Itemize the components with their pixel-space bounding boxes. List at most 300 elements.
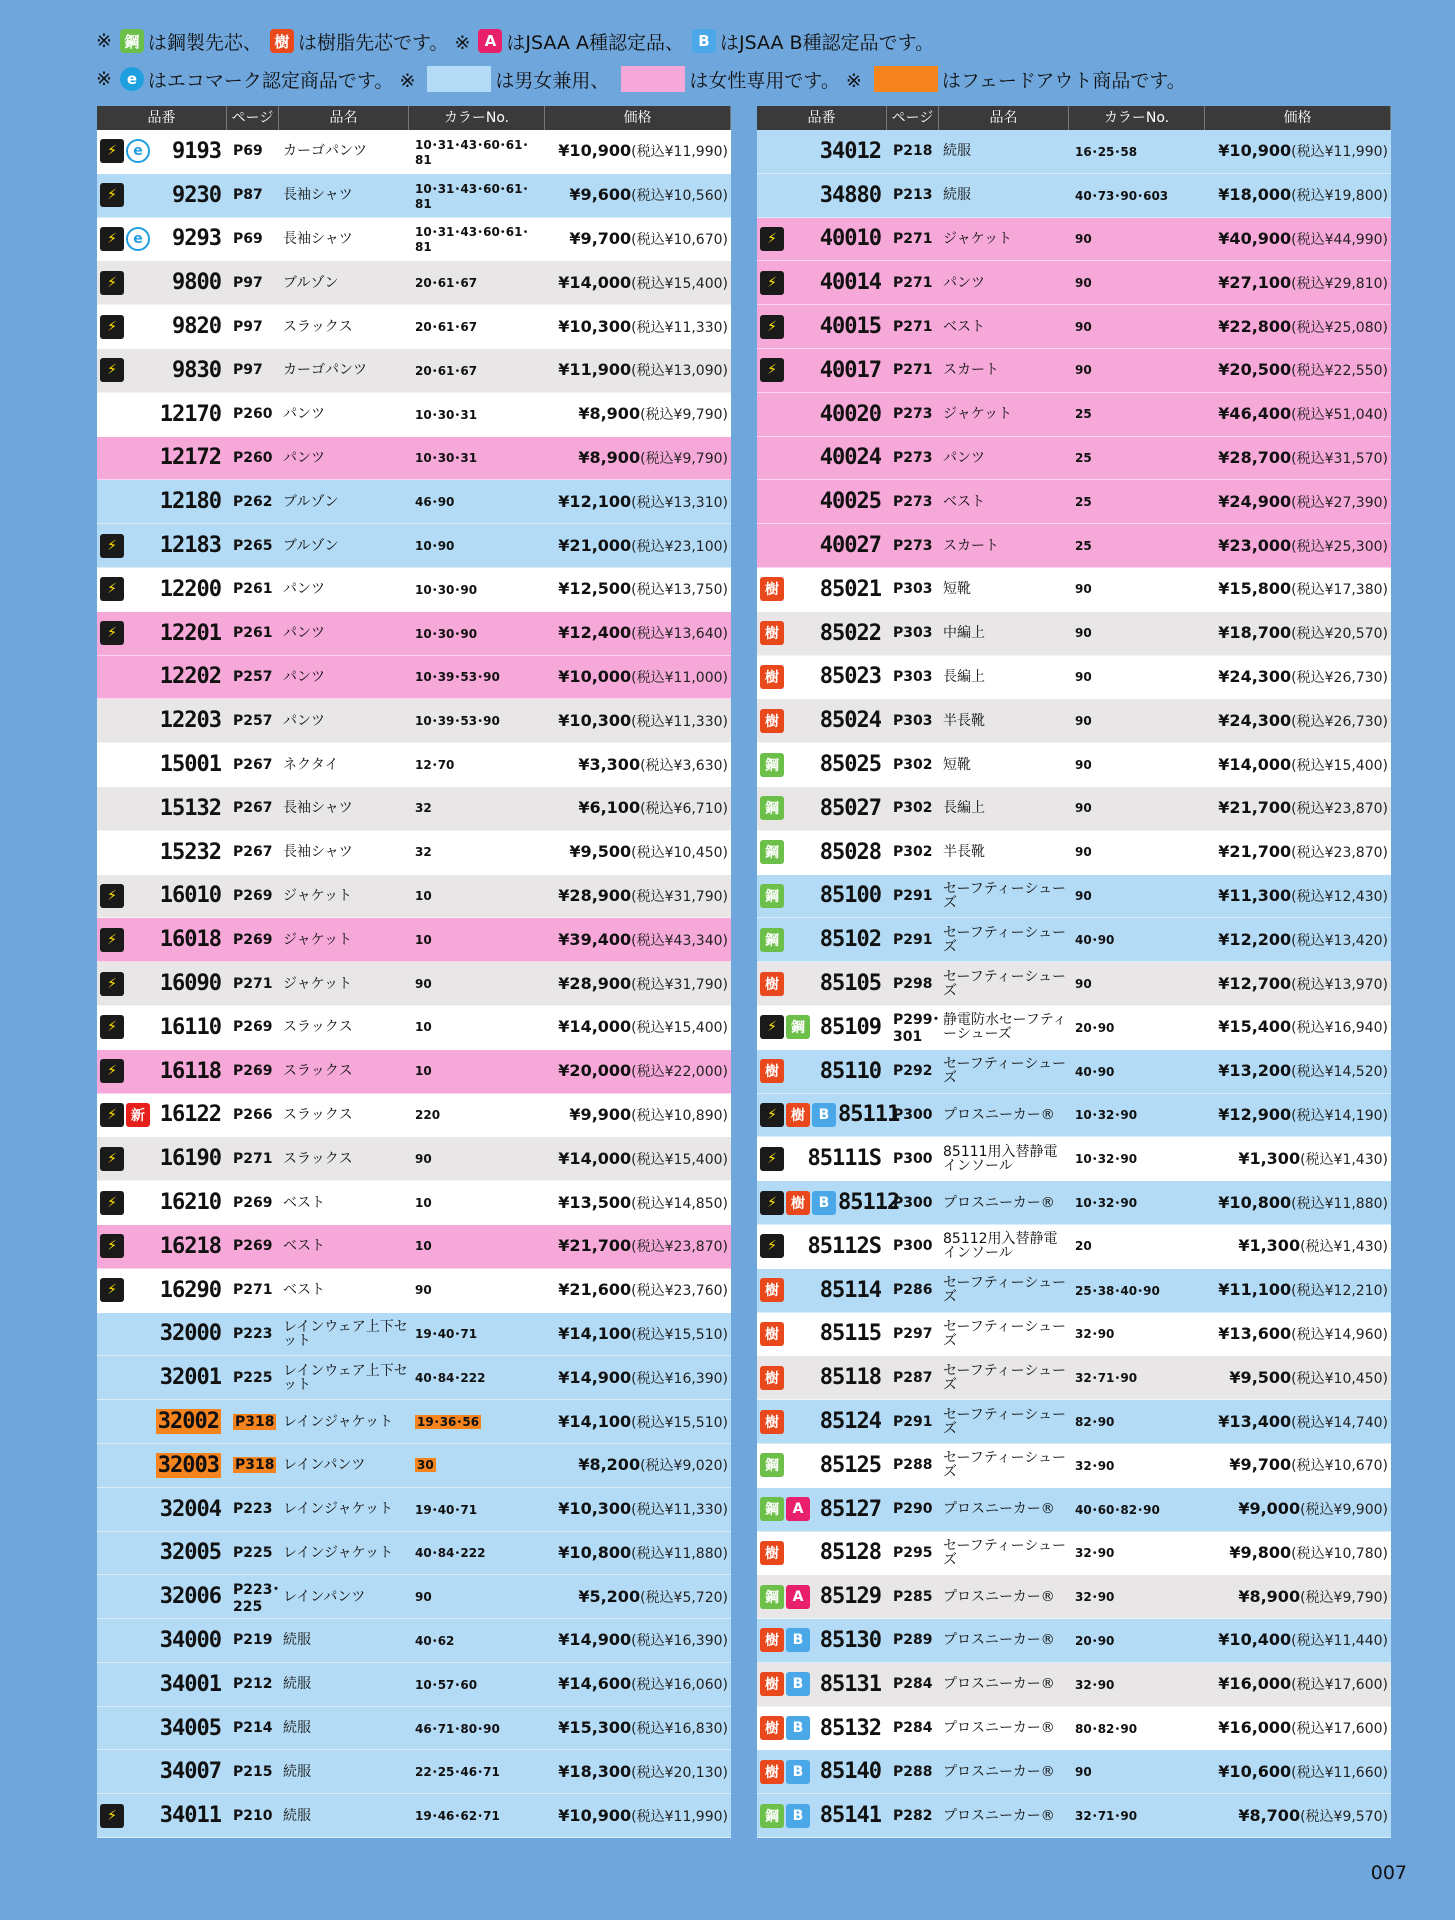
product-code-cell [757, 752, 887, 777]
product-code: 12201 [159, 620, 221, 646]
table-row [97, 656, 731, 700]
resin-icon: 樹 [760, 1672, 784, 1696]
price-value: ¥21,000 [558, 535, 632, 555]
product-code-cell [97, 1409, 227, 1434]
product-code: 40020 [819, 401, 881, 427]
product-name: カーゴパンツ [283, 143, 367, 160]
color-numbers: 82･90 [1075, 1415, 1115, 1429]
page-ref: P225 [233, 1369, 273, 1386]
price-value: ¥10,800 [1218, 1192, 1292, 1212]
table-row [97, 1313, 731, 1357]
table-row [97, 568, 731, 612]
page-ref: P273 [893, 493, 933, 510]
product-code-cell [757, 1409, 887, 1434]
static-icon: ⚡ [100, 227, 124, 251]
price-tax: (税込¥11,880) [1291, 1195, 1388, 1212]
price [545, 579, 731, 599]
color-numbers: 90 [415, 1283, 432, 1298]
product-code: 12202 [159, 664, 221, 690]
page-ref: P271 [893, 230, 933, 247]
color-numbers: 90 [1075, 275, 1092, 290]
product-code-cell [757, 139, 887, 164]
price-tax: (税込¥11,880) [631, 1545, 728, 1562]
table-row [757, 743, 1391, 787]
icon-group [100, 1059, 126, 1083]
color-numbers: 32 [415, 801, 432, 816]
page-ref: P269 [233, 931, 273, 948]
header-cell: カラーNo. [1069, 106, 1205, 130]
product-code-cell [757, 664, 887, 689]
static-icon: ⚡ [100, 621, 124, 645]
static-icon: ⚡ [100, 139, 124, 163]
product-name: ブルゾン [283, 274, 339, 291]
price-tax: (税込¥11,330) [631, 319, 728, 336]
price-value: ¥14,900 [558, 1367, 632, 1387]
table-row [757, 1094, 1391, 1138]
price-tax: (税込¥22,000) [631, 1064, 728, 1081]
price-tax: (税込¥16,390) [631, 1370, 728, 1387]
product-code-cell [757, 1015, 887, 1040]
table-row [97, 1356, 731, 1400]
color-numbers: 40･84･222 [415, 1371, 486, 1386]
color-numbers: 40･90 [1075, 933, 1115, 948]
table-row [97, 1094, 731, 1138]
product-code-cell [757, 796, 887, 821]
product-name: 続服 [283, 1632, 311, 1649]
product-code-cell [97, 971, 227, 996]
price [1205, 1543, 1391, 1563]
icon-group [100, 1147, 126, 1171]
product-code-cell [97, 533, 227, 558]
product-code: 85124 [819, 1409, 881, 1434]
icon-group [760, 1628, 812, 1652]
icon-group [760, 709, 786, 733]
price-value: ¥8,700 [1238, 1805, 1301, 1825]
product-code-cell [97, 1759, 227, 1784]
product-code-cell [97, 1584, 227, 1609]
page-ref: P284 [893, 1720, 933, 1737]
color-numbers: 25 [1075, 494, 1092, 509]
product-code: 34000 [159, 1627, 221, 1653]
icon-group [100, 271, 126, 295]
page-ref: P97 [233, 318, 263, 335]
product-code-cell [97, 664, 227, 689]
product-code-cell [757, 577, 887, 602]
price-value: ¥10,300 [558, 710, 632, 730]
color-numbers: 25 [1075, 407, 1092, 422]
price-tax: (税込¥14,740) [1291, 1414, 1388, 1431]
table-row [757, 1794, 1391, 1838]
product-code-cell [757, 226, 887, 251]
product-name: プロスニーカー® [943, 1106, 1055, 1123]
price-tax: (税込¥1,430) [1300, 1151, 1388, 1168]
price [1205, 1806, 1391, 1826]
color-numbers: 10･32･90 [1075, 1152, 1138, 1167]
table-row [757, 393, 1391, 437]
product-code: 85118 [819, 1365, 881, 1391]
table-row [97, 218, 731, 262]
price [545, 229, 731, 249]
price-tax: (税込¥5,720) [640, 1589, 728, 1606]
product-name: 85112用入替静電インソール [943, 1231, 1058, 1262]
price [545, 273, 731, 293]
table-row [97, 393, 731, 437]
price [545, 1105, 731, 1125]
price-value: ¥10,000 [558, 666, 632, 686]
price [1205, 141, 1391, 161]
product-code-cell [97, 708, 227, 733]
page-ref: P273 [893, 406, 933, 423]
color-numbers: 10 [415, 888, 432, 903]
price-tax: (税込¥16,830) [631, 1721, 728, 1738]
color-numbers: 10･32･90 [1075, 1196, 1138, 1211]
price-value: ¥9,800 [1229, 1542, 1292, 1562]
price [545, 798, 731, 818]
price-tax: (税込¥25,300) [1291, 538, 1388, 555]
icon-group [100, 315, 126, 339]
product-code: 32000 [159, 1321, 221, 1347]
icon-group [760, 315, 786, 339]
icon-group [100, 928, 126, 952]
table-header [97, 106, 731, 130]
static-icon: ⚡ [100, 1147, 124, 1171]
product-code-cell [757, 1234, 887, 1259]
product-code-cell [97, 1628, 227, 1653]
table-row [97, 1269, 731, 1313]
icon-group [100, 621, 126, 645]
product-name: レインパンツ [283, 1588, 366, 1605]
icon-group [100, 884, 126, 908]
color-numbers: 19･40･71 [415, 1502, 478, 1517]
fadeout-code: 32003 [157, 1452, 219, 1478]
product-code: 34011 [159, 1803, 221, 1829]
price-value: ¥18,000 [1218, 185, 1292, 205]
product-name: セーフティーシューズ [943, 1318, 1067, 1349]
product-table-left [97, 106, 731, 1838]
icon-group [760, 271, 786, 295]
color-numbers: 25 [1075, 538, 1092, 553]
page-ref: P303 [893, 581, 933, 598]
product-code: 40025 [819, 489, 881, 515]
price-tax: (税込¥51,040) [1291, 407, 1388, 424]
price-tax: (税込¥23,870) [1291, 845, 1388, 862]
product-name: 続服 [943, 187, 971, 204]
page-ref: P295 [893, 1544, 933, 1561]
product-name: ベスト [283, 1282, 325, 1299]
product-code: 9820 [172, 314, 221, 340]
product-name: パンツ [943, 449, 985, 466]
product-name: プロスニーカー® [943, 1588, 1055, 1605]
table-row [757, 130, 1391, 174]
page-ref: P266 [233, 1106, 273, 1123]
product-code: 85021 [819, 576, 881, 602]
product-code-cell [97, 577, 227, 602]
color-numbers: 90 [1075, 669, 1092, 684]
color-numbers: 20･90 [1075, 1020, 1115, 1035]
price-value: ¥27,100 [1218, 272, 1292, 292]
product-name: セーフティーシューズ [943, 1450, 1067, 1481]
page-ref: P299･301 [893, 1012, 940, 1046]
resin-icon: 樹 [760, 972, 784, 996]
color-numbers [409, 1413, 545, 1430]
legend-line-2 [96, 60, 1396, 98]
table-row [757, 1006, 1391, 1050]
product-code: 16110 [159, 1014, 221, 1040]
product-code: 12180 [159, 489, 221, 515]
product-code: 85027 [819, 795, 881, 821]
color-numbers: 90 [1075, 713, 1092, 728]
price [1205, 492, 1391, 512]
product-table-right [757, 106, 1391, 1838]
product-name: レインジャケット [283, 1413, 393, 1430]
table-row [757, 568, 1391, 612]
product-name: 長編上 [943, 668, 985, 685]
page-ref: P290 [893, 1501, 933, 1518]
icon-group [760, 928, 786, 952]
product-name: レインウェア上下セット [283, 1362, 408, 1393]
icon-group [760, 1760, 812, 1784]
header-cell: ページ [887, 106, 939, 130]
product-code-cell [97, 883, 227, 908]
icon-group [760, 972, 786, 996]
price-value: ¥9,500 [569, 842, 632, 862]
price-value: ¥24,300 [1218, 666, 1292, 686]
color-numbers: 32･90 [1075, 1677, 1115, 1692]
price-tax: (税込¥11,990) [631, 144, 728, 161]
product-name: パンツ [283, 406, 325, 423]
price [545, 1543, 731, 1563]
page-ref: P271 [233, 1150, 273, 1167]
price [1205, 579, 1391, 599]
icon-group [100, 972, 126, 996]
price-tax: (税込¥29,810) [1291, 275, 1388, 292]
table-row [757, 787, 1391, 831]
color-numbers: 32･90 [1075, 1590, 1115, 1605]
price-value: ¥21,600 [558, 1280, 632, 1300]
price [1205, 1587, 1391, 1607]
resin-icon: 樹 [760, 1059, 784, 1083]
product-code-cell [97, 1321, 227, 1346]
product-code-cell [757, 1453, 887, 1478]
legend-text: は女性専用です。 ※ [689, 69, 862, 92]
price [1205, 1105, 1391, 1125]
page-ref: P223 [233, 1325, 273, 1342]
page-ref: P269 [233, 1019, 273, 1036]
price-value: ¥28,700 [1218, 447, 1292, 467]
icon-group [760, 1541, 786, 1565]
color-numbers: 90 [1075, 801, 1092, 816]
product-code: 85105 [819, 971, 881, 997]
icon-group [760, 796, 786, 820]
price-tax: (税込¥10,560) [631, 188, 728, 205]
product-code-cell [757, 1321, 887, 1346]
legend-badge-icon: e [120, 67, 144, 91]
price [1205, 842, 1391, 862]
page-ref: P218 [893, 143, 933, 160]
product-code-cell [757, 402, 887, 427]
color-numbers: 32･90 [1075, 1458, 1115, 1473]
b-icon: B [786, 1804, 810, 1828]
page-number: 007 [1370, 1862, 1407, 1884]
product-code: 12183 [159, 533, 221, 559]
price-tax: (税込¥13,420) [1291, 932, 1388, 949]
product-code: 15232 [159, 839, 221, 865]
price-tax: (税込¥11,440) [1291, 1633, 1388, 1650]
product-name: 続服 [283, 1676, 311, 1693]
price-value: ¥15,800 [1218, 579, 1292, 599]
color-numbers: 90 [1075, 1764, 1092, 1779]
color-numbers: 10･57･60 [415, 1677, 478, 1692]
color-numbers: 32･71･90 [1075, 1809, 1138, 1824]
price-tax: (税込¥22,550) [1291, 363, 1388, 380]
product-code: 85114 [819, 1277, 881, 1303]
page-ref: P214 [233, 1720, 273, 1737]
product-name: ジャケット [943, 406, 1013, 423]
product-code-cell [757, 445, 887, 470]
page-ref: P288 [893, 1457, 933, 1474]
price-tax: (税込¥9,020) [640, 1458, 728, 1475]
color-numbers: 90 [415, 1151, 432, 1166]
price [545, 1017, 731, 1037]
static-icon: ⚡ [100, 972, 124, 996]
static-icon: ⚡ [760, 1147, 784, 1171]
legend-text: は男女兼用、 [495, 69, 610, 92]
price-value: ¥1,300 [1238, 1236, 1301, 1256]
price [545, 1368, 731, 1388]
product-code-cell [97, 796, 227, 821]
page-ref: P287 [893, 1369, 933, 1386]
icon-group [100, 577, 126, 601]
page-ref: P269 [233, 887, 273, 904]
product-name: ブルゾン [283, 537, 339, 554]
table-row [757, 1444, 1391, 1488]
page-ref: P97 [233, 362, 263, 379]
page-ref: P303 [893, 668, 933, 685]
product-name: スラックス [283, 1150, 353, 1167]
price-value: ¥21,700 [1218, 842, 1292, 862]
product-code: 85109 [819, 1014, 881, 1040]
page-ref: P269 [233, 1238, 273, 1255]
price-value: ¥13,400 [1218, 1411, 1292, 1431]
price [1205, 1368, 1391, 1388]
product-name: プロスニーカー® [943, 1807, 1055, 1824]
table-row [97, 1006, 731, 1050]
resin-icon: 樹 [786, 1103, 810, 1127]
table-row [97, 524, 731, 568]
price-tax: (税込¥15,400) [631, 1020, 728, 1037]
price-value: ¥14,000 [1218, 754, 1292, 774]
table-row [97, 480, 731, 524]
color-numbers: 10･30･31 [415, 451, 478, 466]
product-name: 85111用入替静電インソール [943, 1143, 1058, 1174]
product-code-cell [97, 139, 227, 164]
product-name: スラックス [283, 1019, 353, 1036]
price-tax: (税込¥15,400) [631, 1151, 728, 1168]
color-numbers: 10･32･90 [1075, 1108, 1138, 1123]
product-code: 85111S [807, 1146, 881, 1172]
product-name: ベスト [283, 1238, 325, 1255]
resin-icon: 樹 [786, 1191, 810, 1215]
page-ref: P282 [893, 1807, 933, 1824]
price [1205, 755, 1391, 775]
product-name: レインジャケット [283, 1501, 393, 1518]
product-name: ブルゾン [283, 493, 339, 510]
price [545, 1149, 731, 1169]
product-name: 長袖シャツ [283, 187, 353, 204]
price [1205, 667, 1391, 687]
page-ref: P298 [893, 975, 933, 992]
table-row [97, 699, 731, 743]
header-cell: 品名 [939, 106, 1069, 130]
price-value: ¥10,800 [558, 1542, 632, 1562]
price-value: ¥9,900 [569, 1104, 632, 1124]
product-code-cell [97, 1059, 227, 1084]
color-numbers: 19･46･62･71 [415, 1809, 500, 1824]
b-icon: B [812, 1103, 836, 1127]
product-code: 12172 [159, 445, 221, 471]
b-icon: B [786, 1760, 810, 1784]
product-code-cell [757, 1759, 887, 1784]
product-code: 40010 [819, 226, 881, 252]
icon-group [100, 183, 126, 207]
steel-icon: 鋼 [760, 796, 784, 820]
color-numbers: 90 [1075, 363, 1092, 378]
table-row [757, 612, 1391, 656]
eco-icon: e [126, 227, 150, 251]
page-ref: P302 [893, 756, 933, 773]
product-code-cell [757, 1540, 887, 1565]
page-ref: P225 [233, 1544, 273, 1561]
product-code-cell [97, 358, 227, 383]
legend-text: ※ [96, 68, 112, 90]
color-numbers: 25･38･40･90 [1075, 1283, 1160, 1298]
price-tax: (税込¥31,790) [631, 976, 728, 993]
product-code: 34880 [819, 182, 881, 208]
product-name: プロスニーカー® [943, 1676, 1055, 1693]
price-tax: (税込¥15,400) [1291, 757, 1388, 774]
product-code: 15001 [159, 752, 221, 778]
price-tax: (税込¥9,900) [1300, 1502, 1388, 1519]
legend-text: ※ [96, 30, 112, 52]
page-ref: P291 [893, 931, 933, 948]
product-code-cell [757, 1497, 887, 1522]
price [545, 755, 731, 775]
price-tax: (税込¥10,450) [1291, 1370, 1388, 1387]
price [1205, 974, 1391, 994]
price [1205, 1762, 1391, 1782]
product-code-cell [757, 1059, 887, 1084]
product-code [100, 1409, 227, 1434]
price-value: ¥13,600 [1218, 1323, 1292, 1343]
price-value: ¥23,000 [1218, 535, 1292, 555]
page-ref: P260 [233, 406, 273, 423]
price [1205, 711, 1391, 731]
product-name: セーフティーシューズ [943, 968, 1067, 999]
color-numbers: 90 [415, 976, 432, 991]
product-name: パンツ [283, 668, 325, 685]
product-code-cell [97, 402, 227, 427]
product-code: 32001 [159, 1365, 221, 1391]
price [545, 1061, 731, 1081]
price [545, 536, 731, 556]
icon-group [760, 1103, 838, 1127]
color-numbers: 90 [1075, 845, 1092, 860]
product-code-cell [97, 1716, 227, 1741]
color-numbers: 20 [1075, 1239, 1092, 1254]
page-ref: P87 [233, 187, 263, 204]
product-code-cell [757, 1803, 887, 1828]
page-ref: P271 [233, 1282, 273, 1299]
